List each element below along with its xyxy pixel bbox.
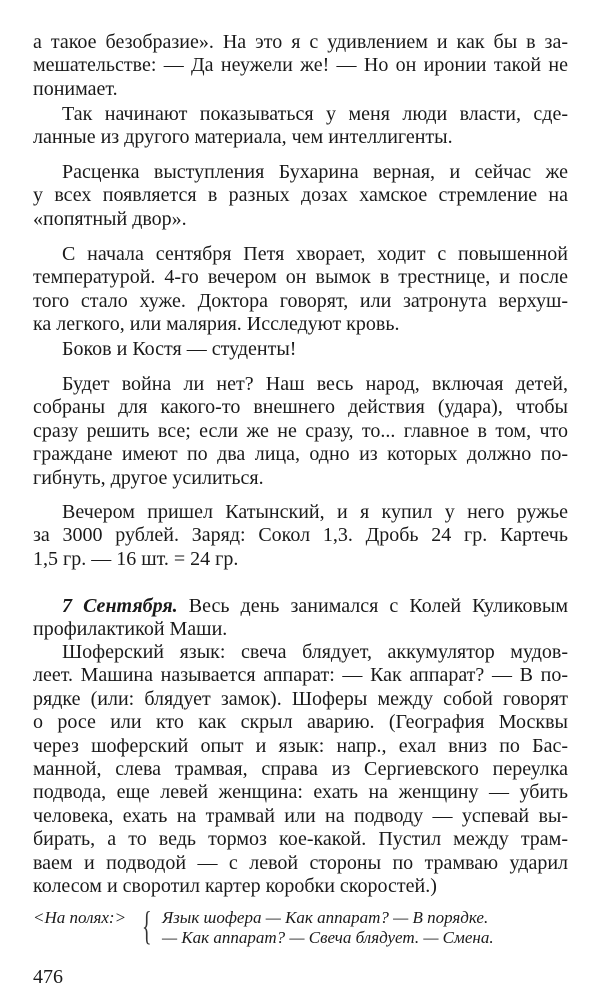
text-line: о росе или кто как скрыл аварию. (География Москвы [33, 711, 568, 734]
paragraph [33, 373, 568, 490]
text-line: понимает. [33, 77, 118, 100]
text-line: подвода, еще левей женщина: ехать на женщину — убить [33, 781, 568, 804]
paragraph [33, 161, 568, 231]
text-line: Расценка выступления Бухарина верная, и сейчас же [62, 161, 568, 183]
diary-entry-paragraph [33, 595, 568, 642]
text-line: Боков и Костя — студенты! [62, 338, 297, 360]
text-line: леет. Машина называется аппарат: — Как аппарат? — В по- [33, 664, 568, 687]
text-line: ка легкого, или малярия. Исследуют кровь. [33, 313, 400, 336]
text-line: сразу решить все; если же не сразу, то... главное в том, что [33, 419, 568, 442]
margin-note-lines [162, 908, 494, 948]
text-line: колесом и своротил картер коробки скоростей.) [33, 874, 437, 897]
text-line: Так начинают показываться у меня люди власти, сде- [62, 103, 568, 125]
text-line: температурой. 4-го вечером он вымок в трестнице, и после [33, 266, 568, 289]
text-line: граждане имеют по два лица, одно из которых должно по- [33, 443, 568, 466]
margin-note-label: <На полях:> [33, 908, 127, 927]
text-line [33, 595, 568, 618]
text-line: ланные из другого материала, чем интеллигенты. [33, 126, 453, 149]
paragraph [33, 103, 568, 150]
text-line: мешательстве: — Да неужели же! — Но он иронии такой не [33, 54, 568, 77]
paragraph [33, 31, 568, 101]
text-line: а такое безобразие». На это я с удивлением и как бы в за- [33, 31, 568, 53]
text-line: Вечером пришел Катынский, и я купил у него ружье [62, 501, 568, 523]
page-number: 476 [33, 966, 63, 988]
text-line-rest: Весь день занимался с Колей Куликовым [177, 595, 568, 617]
text-line: того стало хуже. Доктора говорят, или затронута верхуш- [33, 289, 568, 312]
paragraph [33, 243, 568, 337]
curly-brace-icon: { [142, 903, 152, 948]
text-line: ваем и подводой — с левой стороны по трамваю ударил [33, 851, 568, 874]
text-line: Шоферский язык: свеча блядует, аккумулятор мудов- [62, 641, 568, 663]
paragraph [33, 338, 568, 361]
paragraph [33, 501, 568, 571]
entry-date: 7 Сентября. [62, 595, 178, 617]
text-line: 1,5 гр. — 16 шт. = 24 гр. [33, 547, 239, 570]
text-line: рядке (или: блядует замок). Шоферы между собой говорят [33, 687, 568, 710]
text-line: человека, ехать на трамвай или на подводу — успевай вы- [33, 804, 568, 827]
margin-note-line: — Как аппарат? — Свеча блядует. — Смена. [162, 928, 494, 947]
margin-note-line: Язык шофера — Как аппарат? — В порядке. [162, 908, 489, 927]
text-line: у всех появляется в разных дозах хамское стремление на [33, 184, 568, 207]
text-line: бирать, а то ведь тормоз кое-какой. Пустил между трам- [33, 828, 568, 851]
text-line: Будет война ли нет? Наш весь народ, включая детей, [62, 373, 568, 395]
text-line: через шоферский опыт и язык: напр., ехал вниз по Бас- [33, 734, 568, 757]
text-line: за 3000 рублей. Заряд: Сокол 1,3. Дробь 24 гр. Картечь [33, 524, 568, 547]
text-line: «попятный двор». [33, 207, 187, 230]
text-line: манной, слева трамвая, справа из Сергиевского переулка [33, 757, 568, 780]
text-line: собраны для какого-то внешнего действия (удара), чтобы [33, 396, 568, 419]
text-line: профилактикой Маши. [33, 618, 228, 641]
text-line: С начала сентября Петя хворает, ходит с повышенной [62, 243, 568, 265]
text-line: гибнуть, другое усилиться. [33, 466, 264, 489]
paragraph [33, 641, 568, 898]
